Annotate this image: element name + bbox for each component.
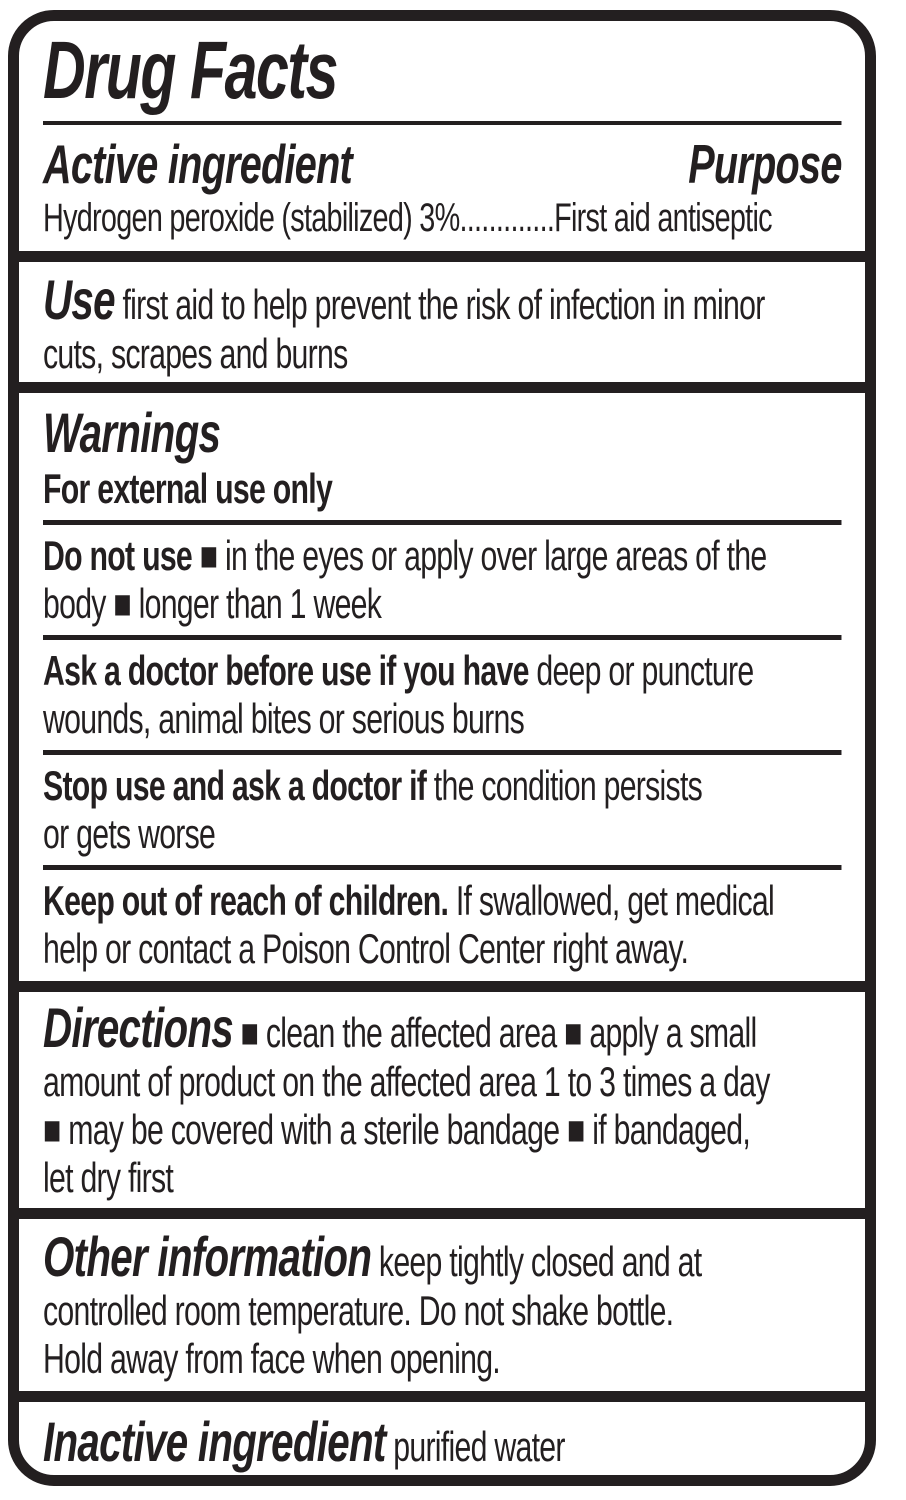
- purpose-heading: Purpose: [688, 133, 842, 195]
- inactive-line-1: [43, 1412, 842, 1472]
- other-text-1: keep tightly closed and at: [371, 1238, 702, 1285]
- section-divider: [19, 251, 865, 262]
- title-divider: [43, 121, 842, 125]
- warnings-section: [19, 393, 865, 981]
- active-ingredient-heading: Active ingredient: [43, 133, 353, 195]
- do-not-use-lead: Do not use: [43, 532, 193, 579]
- directions-text-1: ■ clean the affected area ■ apply a small: [232, 1009, 757, 1056]
- stop-use-text-1: the condition persists: [426, 762, 703, 809]
- use-line-1: [43, 270, 842, 330]
- stop-use-text-2: or gets worse: [43, 810, 216, 857]
- drug-facts-title: Drug Facts: [43, 25, 337, 116]
- ask-doctor-line-1: [43, 647, 842, 695]
- ask-doctor-text-2: wounds, animal bites or serious burns: [43, 695, 524, 742]
- directions-section: [19, 992, 865, 1208]
- inactive-text-1: purified water: [385, 1423, 565, 1470]
- inactive-ingredient-section: [19, 1402, 865, 1480]
- other-line-1: [43, 1227, 842, 1287]
- directions-text-2: amount of product on the affected area 1 to 3 times a day: [43, 1058, 770, 1105]
- inactive-ingredient-heading: Inactive ingredient: [43, 1410, 386, 1473]
- warnings-divider: [43, 635, 842, 640]
- warnings-heading: Warnings: [43, 401, 221, 464]
- keep-out-text-2: help or contact a Poison Control Center right away.: [43, 925, 689, 972]
- active-ingredient-value: Hydrogen peroxide (stabilized) 3%.............First aid antiseptic: [43, 196, 772, 240]
- active-ingredient-purpose-row: [43, 135, 842, 193]
- drug-facts-label: [8, 10, 876, 1486]
- other-text-3: Hold away from face when opening.: [43, 1335, 500, 1382]
- ask-doctor-text-1: deep or puncture: [528, 647, 754, 694]
- do-not-use-text-1: ■ in the eyes or apply over large areas of the: [192, 532, 767, 579]
- stop-use-line-1: [43, 762, 842, 810]
- ask-doctor-lead: Ask a doctor before use if you have: [43, 647, 529, 694]
- external-use-only: For external use only: [43, 465, 333, 512]
- do-not-use-line-1: [43, 532, 842, 580]
- warnings-divider: [43, 520, 842, 525]
- keep-out-line-1: [43, 877, 842, 925]
- use-text-2: cuts, scrapes and burns: [43, 330, 348, 377]
- section-divider: [19, 1391, 865, 1402]
- section-divider: [19, 981, 865, 992]
- do-not-use-text-2: body ■ longer than 1 week: [43, 580, 382, 627]
- warnings-divider: [43, 750, 842, 755]
- keep-out-lead: Keep out of reach of children.: [43, 877, 449, 924]
- directions-text-4: let dry first: [43, 1154, 174, 1201]
- directions-line-1: [43, 998, 842, 1058]
- use-section: [19, 262, 865, 382]
- section-divider: [19, 382, 865, 393]
- directions-text-3: ■ may be covered with a sterile bandage ■ if bandaged,: [43, 1106, 751, 1153]
- keep-out-text-1: If swallowed, get medical: [448, 877, 775, 924]
- header-section: [19, 21, 865, 251]
- other-information-section: [19, 1219, 865, 1391]
- stop-use-lead: Stop use and ask a doctor if: [43, 762, 427, 809]
- other-information-heading: Other information: [43, 1225, 372, 1288]
- warnings-divider: [43, 865, 842, 870]
- use-text-1: first aid to help prevent the risk of infection in minor: [114, 281, 765, 328]
- directions-heading: Directions: [43, 996, 233, 1059]
- other-text-2: controlled room temperature. Do not shake bottle.: [43, 1287, 674, 1334]
- use-heading: Use: [43, 268, 115, 331]
- warnings-heading-line: [43, 401, 842, 465]
- section-divider: [19, 1208, 865, 1219]
